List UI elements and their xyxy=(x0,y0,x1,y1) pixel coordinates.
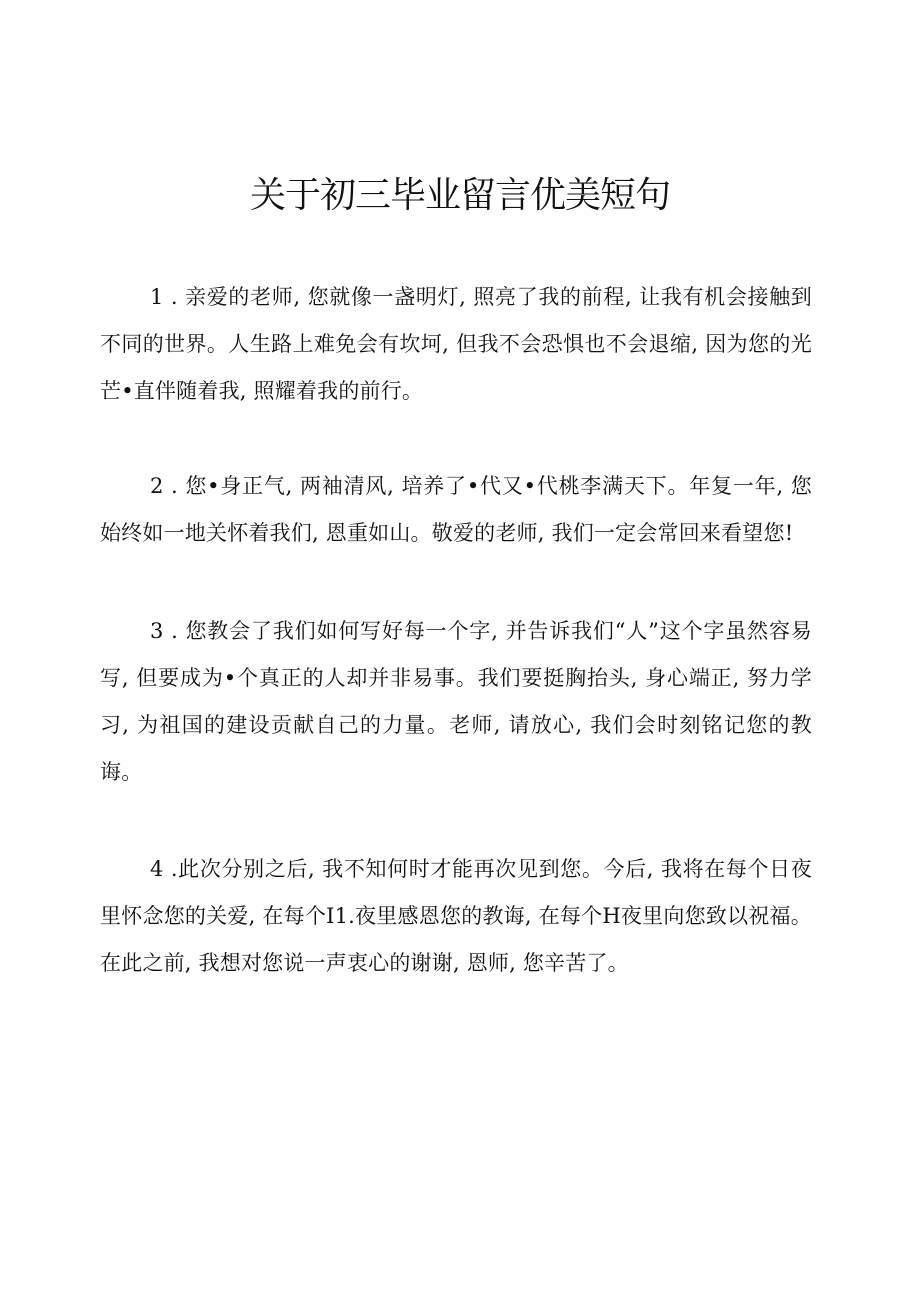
paragraph-1: 1 . 亲爱的老师, 您就像一盏明灯, 照亮了我的前程, 让我有机会接触到不同的世界。人生路上难免会有坎坷, 但我不会恐惧也不会退缩, 因为您的光芒•直伴随着我, 照耀着我的前行。 xyxy=(100,285,812,403)
paragraph-4: 4 .此次分别之后, 我不知何时才能再次见到您。今后, 我将在每个日夜里怀念您的关爱, 在每个I1.夜里感恩您的教诲, 在每个H夜里向您致以祝福。在此之前, 我想对您说一声衷心的谢谢, 恩师, 您辛苦了。 xyxy=(100,857,812,975)
paragraph-3: 3 . 您教会了我们如何写好每一个字, 并告诉我们“人”这个字虽然容易写, 但要成为•个真正的人却并非易事。我们要挺胸抬头, 身心端正, 努力学习, 为祖国的建设贡献自己的力量。老师, 请放心, 我们会时刻铭记您的教诲。 xyxy=(100,619,812,784)
page-title: 关于初三毕业留言优美短句 xyxy=(249,175,670,216)
paragraph-2: 2 . 您•身正气, 两袖清风, 培养了•代又•代桃李满天下。年复一年, 您始终如一地关怀着我们, 恩重如山。敬爱的老师, 我们一定会常回来看望您! xyxy=(100,474,812,545)
